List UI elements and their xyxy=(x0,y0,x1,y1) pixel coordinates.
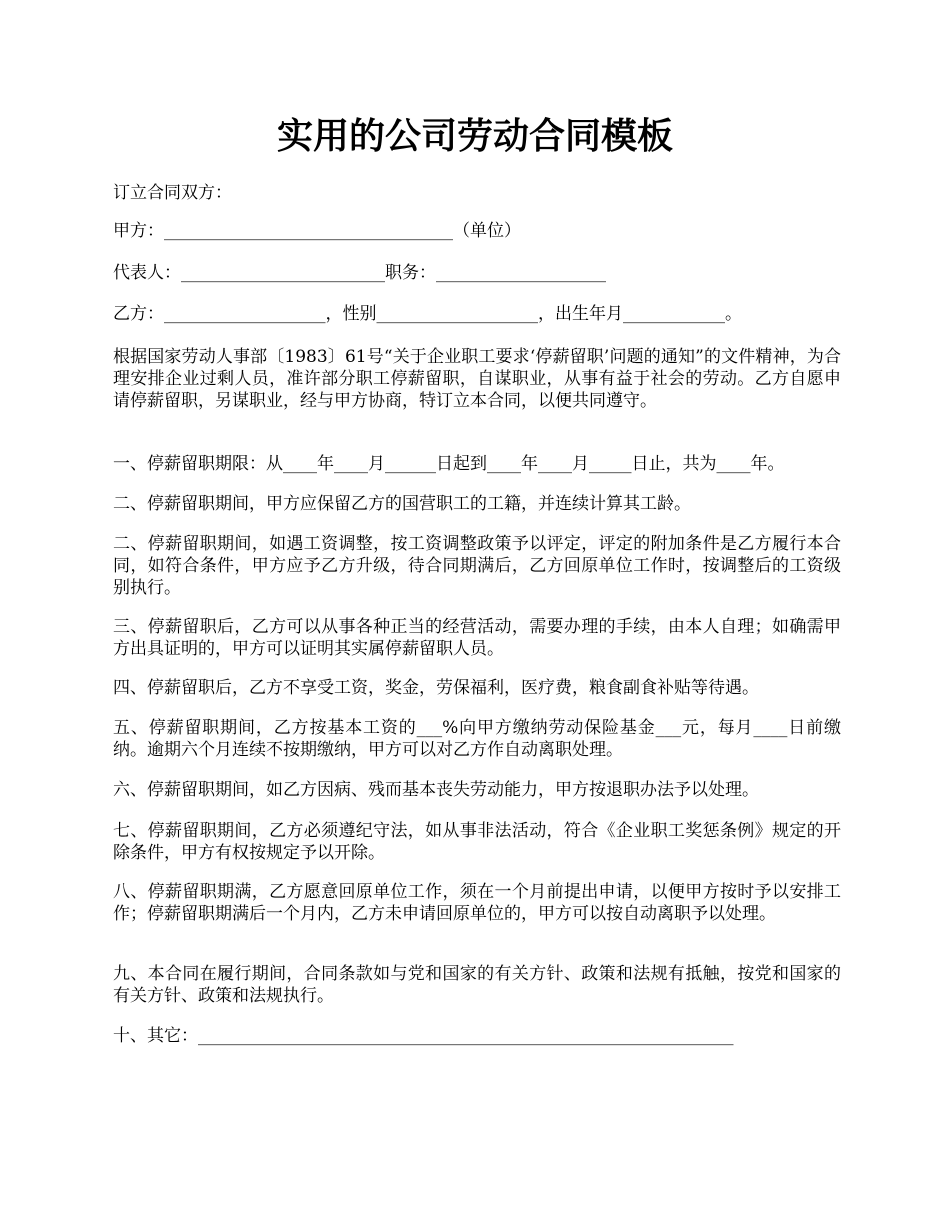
clause-1: 一、停薪留职期限：从____年____月______日起到____年____月_____日止，共为____年。 xyxy=(113,454,785,474)
clause-4: 四、停薪留职后，乙方不享受工资，奖金，劳保福利，医疗费，粮食副食补贴等待遇。 xyxy=(113,678,759,698)
preamble-paragraph: 根据国家劳动人事部〔1983〕61号“关于企业职工要求‘停薪留职’问题的通知”的文件精神，为合理安排企业过剩人员，准许部分职工停薪留职，自谋职业，从事有益于社会的劳动。乙方自愿申请停薪留职，另谋职业，经与甲方协商，特订立本合同，以便共同遵守。 xyxy=(113,347,841,411)
representative-line: 代表人：________________________职务：____________________ xyxy=(113,263,606,283)
party-b-line: 乙方：___________________，性别___________________，出生年月____________。 xyxy=(113,304,742,324)
clause-6: 六、停薪留职期间，如乙方因病、残而基本丧失劳动能力，甲方按退职办法予以处理。 xyxy=(113,780,759,800)
clause-9: 九、本合同在履行期间，合同条款如与党和国家的有关方针、政策和法规有抵触，按党和国家的有关方针、政策和法规执行。 xyxy=(113,964,841,1006)
clause-2b: 二、停薪留职期间，如遇工资调整，按工资调整政策予以评定，评定的附加条件是乙方履行本合同，如符合条件，甲方应予乙方升级，待合同期满后，乙方回原单位工作时，按调整后的工资级别执行。 xyxy=(113,534,841,598)
document-title: 实用的公司劳动合同模板 xyxy=(276,115,673,157)
parties-heading: 订立合同双方： xyxy=(113,183,232,203)
other-line: 十、其它：_______________________________________________________________ xyxy=(113,1026,734,1046)
clause-8: 八、停薪留职期满，乙方愿意回原单位工作，须在一个月前提出申请，以便甲方按时予以安排工作；停薪留职期满后一个月内，乙方未申请回原单位的，甲方可以按自动离职予以处理。 xyxy=(113,882,841,924)
clause-2: 二、停薪留职期间，甲方应保留乙方的国营职工的工籍，并连续计算其工龄。 xyxy=(113,494,691,514)
clause-7: 七、停薪留职期间，乙方必须遵纪守法，如从事非法活动，符合《企业职工奖惩条例》规定的开除条件，甲方有权按规定予以开除。 xyxy=(113,821,841,863)
clause-3: 三、停薪留职后，乙方可以从事各种正当的经营活动，需要办理的手续，由本人自理；如确需甲方出具证明的，甲方可以证明其实属停薪留职人员。 xyxy=(113,617,841,659)
clause-5: 五、停薪留职期间，乙方按基本工资的___%向甲方缴纳劳动保险基金___元，每月____日前缴纳。逾期六个月连续不按期缴纳，甲方可以对乙方作自动离职处理。 xyxy=(113,718,841,760)
party-a-line: 甲方：__________________________________（单位） xyxy=(113,221,521,241)
